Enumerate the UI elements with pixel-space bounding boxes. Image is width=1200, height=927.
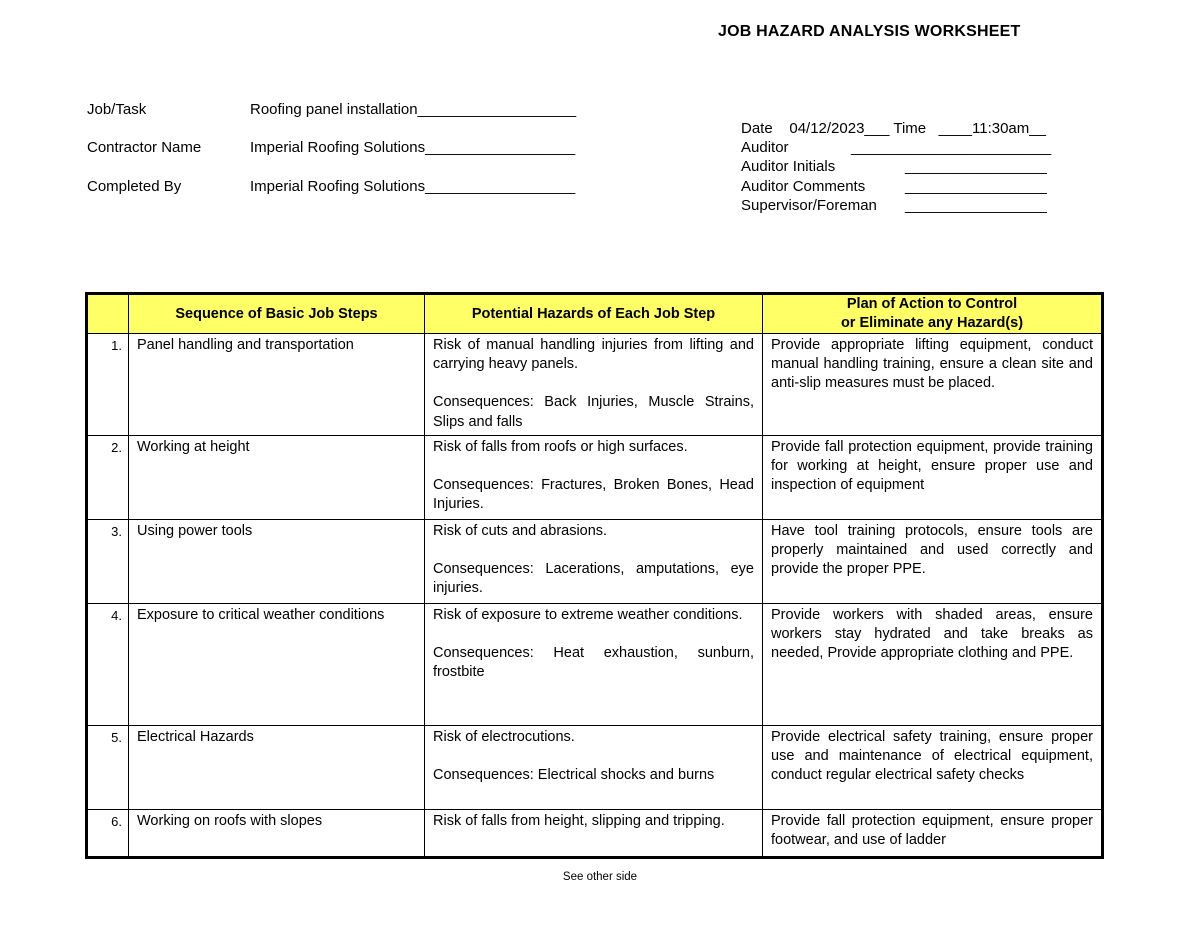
row-number: 4. [87,603,129,725]
potential-hazard [425,725,763,809]
table-row [87,603,1103,725]
supervisor-label: Supervisor/Foreman [741,197,877,214]
job-step: Working on roofs with slopes [129,809,425,857]
contractor-name-value: Imperial Roofing Solutions__________________ [250,139,576,156]
footer-note: See other side [562,871,638,883]
header-plan-line-2: or Eliminate any Hazard(s) [840,315,1024,331]
hazard-risk: Risk of cuts and abrasions. [433,522,608,539]
table-row [87,435,1103,519]
hazard-risk: Risk of manual handling injuries from lifting and carrying heavy panels. [433,337,754,373]
auditor-initials-value: _________________ [905,158,1047,175]
date-time-line: Date 04/12/2023___ Time ____11:30am__ [741,120,1046,137]
header-potential-hazards: Potential Hazards of Each Job Step [425,294,763,334]
header-plan-of-action [763,294,1103,334]
action-plan: Provide workers with shaded areas, ensure workers stay hydrated and take breaks as needed, Provide appropriate clothing and PPE. [763,603,1103,725]
hazard-consequences: Consequences: Lacerations, amputations, eye injuries. [433,561,754,597]
table-row [87,725,1103,809]
row-number: 3. [87,519,129,603]
header-job-steps: Sequence of Basic Job Steps [129,294,425,334]
hazard-risk: Risk of exposure to extreme weather conditions. [433,606,743,623]
auditor-comments-value: _________________ [905,178,1047,195]
table-header-row [87,294,1103,334]
completed-by-value: Imperial Roofing Solutions__________________ [250,178,576,195]
potential-hazard [425,519,763,603]
job-step: Working at height [129,435,425,519]
job-step: Using power tools [129,519,425,603]
potential-hazard [425,809,763,857]
row-number: 5. [87,725,129,809]
table-row [87,334,1103,436]
hazard-consequences: Consequences: Electrical shocks and burns [433,767,715,784]
potential-hazard [425,334,763,436]
table-row [87,519,1103,603]
header-plan-line-1: Plan of Action to Control [846,296,1018,312]
hazard-consequences: Consequences: Heat exhaustion, sunburn, frostbite [433,645,754,681]
action-plan: Provide electrical safety training, ensure proper use and maintenance of electrical equipment, conduct regular electrical safety checks [763,725,1103,809]
action-plan: Have tool training protocols, ensure tools are properly maintained and used correctly and provide the proper PPE. [763,519,1103,603]
hazard-consequences: Consequences: Back Injuries, Muscle Strains, Slips and falls [433,394,754,430]
action-plan: Provide fall protection equipment, provide training for working at height, ensure proper use and inspection of equipment [763,435,1103,519]
hazard-consequences: Consequences: Fractures, Broken Bones, Head Injuries. [433,477,754,513]
supervisor-value: _________________ [905,197,1047,214]
action-plan: Provide fall protection equipment, ensure proper footwear, and use of ladder [763,809,1103,857]
auditor-comments-label: Auditor Comments [741,178,866,195]
auditor-value: ________________________ [851,139,1052,156]
job-step: Exposure to critical weather conditions [129,603,425,725]
hazard-risk: Risk of electrocutions. [433,728,575,745]
row-number: 1. [87,334,129,436]
page-title: JOB HAZARD ANALYSIS WORKSHEET [718,23,1021,40]
completed-by-label: Completed By [87,178,182,195]
hazard-analysis-table [85,292,1104,859]
potential-hazard [425,603,763,725]
job-task-value: Roofing panel installation___________________ [250,101,577,118]
row-number: 6. [87,809,129,857]
job-step: Electrical Hazards [129,725,425,809]
header-number [87,294,129,334]
row-number: 2. [87,435,129,519]
auditor-label: Auditor [741,139,789,156]
auditor-initials-label: Auditor Initials [741,158,836,175]
contractor-name-label: Contractor Name [87,139,202,156]
job-step: Panel handling and transportation [129,334,425,436]
table-row [87,809,1103,857]
potential-hazard [425,435,763,519]
hazard-risk: Risk of falls from height, slipping and tripping. [433,812,725,829]
action-plan: Provide appropriate lifting equipment, conduct manual handling training, ensure a clean site and anti-slip measures must be placed. [763,334,1103,436]
hazard-risk: Risk of falls from roofs or high surfaces. [433,438,688,455]
job-task-label: Job/Task [87,101,147,118]
